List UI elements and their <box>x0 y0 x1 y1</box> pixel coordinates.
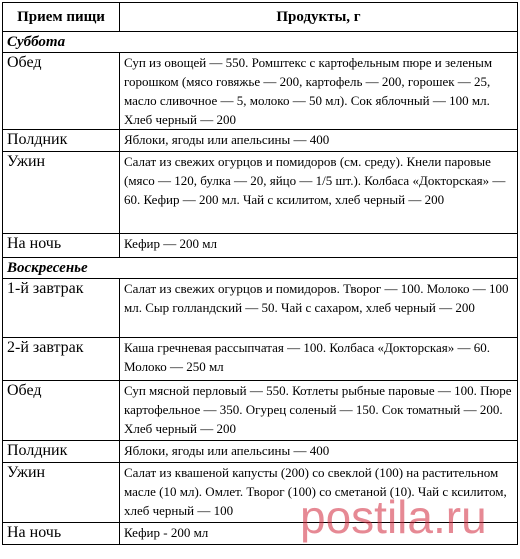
table-row <box>3 279 518 338</box>
meal-name: На ночь <box>3 234 120 258</box>
food-cell: Яблоки, ягоды или апельсины — 400 <box>120 130 518 152</box>
food-cell: Салат из квашеной капусты (200) со свеклой (100) на растительном масле (10 мл). Омлет. Творог (100) со сметаной (10). Чай с ксилитом, хлеб черный — 100 <box>120 463 518 523</box>
table-row <box>3 53 518 130</box>
meal-name: Ужин <box>3 463 120 523</box>
day-row <box>3 258 518 279</box>
table-row <box>3 463 518 523</box>
watermark: postila.ru <box>300 491 487 543</box>
meal-name: Ужин <box>3 152 120 234</box>
day-label: Суббота <box>3 32 518 53</box>
table-row <box>3 152 518 234</box>
table-row <box>3 338 518 381</box>
food-cell: Яблоки, ягоды или апельсины — 400 <box>120 441 518 463</box>
food-cell: Суп мясной перловый — 550. Котлеты рыбные паровые — 100. Пюре картофельное — 350. Огурец соленый — 150. Сок томатный — 200. Хлеб черный — 200 <box>120 381 518 441</box>
table-row <box>3 234 518 258</box>
day-row <box>3 32 518 53</box>
food-cell: Кефир - 200 мл <box>120 523 518 545</box>
meal-name: 2-й завтрак <box>3 338 120 381</box>
header-meal: Прием пищи <box>3 3 120 32</box>
food-cell: Салат из свежих огурцов и помидоров (см. среду). Кнели паровые (мясо — 120, булка — 20, яйцо — 1/5 шт.). Колбаса «Докторская» — 60. Кефир — 200 мл. Чай с ксилитом, хлеб черный — 200 <box>120 152 518 234</box>
meal-name: Полдник <box>3 130 120 152</box>
meal-name: 1-й завтрак <box>3 279 120 338</box>
food-cell: Салат из свежих огурцов и помидоров. Творог — 100. Молоко — 100 мл. Сыр голландский — 50. Чай с сахаром, хлеб черный — 200 <box>120 279 518 338</box>
meal-plan-table <box>2 2 518 545</box>
food-cell: Каша гречневая рассыпчатая — 100. Колбаса «Докторская» — 60. Молоко — 250 мл <box>120 338 518 381</box>
food-cell: Кефир — 200 мл <box>120 234 518 258</box>
header-row <box>3 3 518 32</box>
meal-name: На ночь <box>3 523 120 545</box>
table-row <box>3 130 518 152</box>
meal-name: Обед <box>3 53 120 130</box>
food-cell: Суп из овощей — 550. Ромштекс с картофельным пюре и зеленым горошком (мясо говяжье — 200, картофель — 200, горошек — 25, масло сливочное — 5, молоко — 50 мл). Сок яблочный — 100 мл. Хлеб черный — 200 <box>120 53 518 130</box>
table-row <box>3 441 518 463</box>
meal-name: Полдник <box>3 441 120 463</box>
table-row <box>3 381 518 441</box>
header-products: Продукты, г <box>120 3 518 32</box>
table-row <box>3 523 518 545</box>
day-label: Воскресенье <box>3 258 518 279</box>
meal-name: Обед <box>3 381 120 441</box>
